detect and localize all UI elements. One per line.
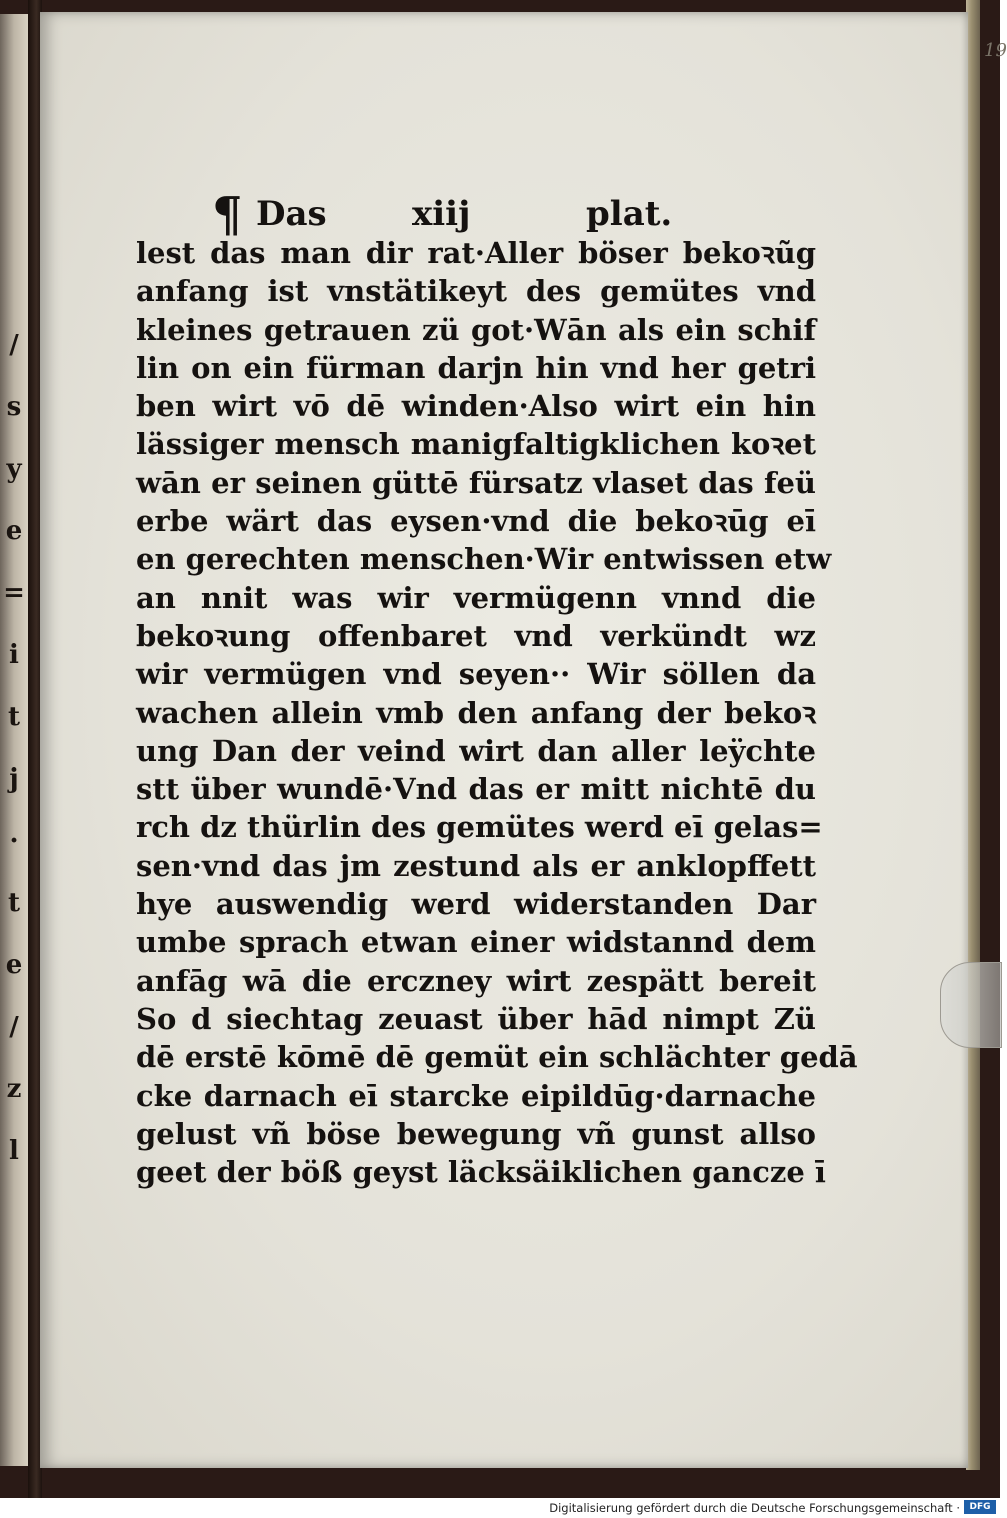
funding-credit: Digitalisierung gefördert durch die Deutsche Forschungsgemeinschaft ·	[549, 1501, 960, 1515]
pilcrow-mark: ¶	[212, 187, 243, 243]
text-line: kleines getrauen zü got·Wān als ein schif	[136, 312, 816, 347]
text-line: wān er seinen güttē fürsatz vlaset das feü	[136, 465, 816, 500]
facing-letter: =	[3, 578, 25, 608]
text-line: an nnit was wir vermügenn vnnd die	[136, 580, 816, 615]
text-line: geet der böß geyst läcksäiklichen gancze ī	[136, 1155, 826, 1190]
facing-letter: l	[9, 1136, 19, 1166]
folio-number: 19	[984, 40, 1007, 61]
text-line: ung Dan der veind wirt dan aller leÿchte	[136, 733, 816, 768]
running-header	[212, 187, 682, 243]
text-line: ben wirt vō dē winden·Also wirt ein hin	[136, 389, 816, 424]
text-block	[136, 234, 858, 1191]
text-line: stt über wundē·Vnd das er mitt nichtē du	[136, 772, 816, 807]
text-line: So d siechtag zeuast über hād nimpt Zü	[136, 1001, 816, 1036]
facing-letter: s	[6, 392, 22, 422]
facing-letter: t	[7, 702, 20, 732]
text-line: rch dz thürlin des gemütes werd eī gelas=	[136, 810, 823, 845]
text-line: lest das man dir rat·Aller böser bekoꝛũg	[136, 236, 816, 270]
text-line: wachen allein vmb den anfang der bekoꝛ	[136, 695, 816, 730]
text-line: cke darnach eī starcke eipildūg·darnache	[136, 1078, 816, 1113]
facing-letter: z	[6, 1074, 22, 1104]
text-line: anfang ist vnstätikeyt des gemütes vnd	[136, 274, 816, 309]
text-line: bekoꝛung offenbaret vnd verkündt wz	[136, 618, 816, 653]
header-word: plat.	[586, 194, 673, 234]
facing-letter: ·	[9, 826, 19, 856]
text-line: lässiger mensch manigfaltigklichen koꝛet	[136, 427, 816, 462]
facing-letter: i	[9, 640, 19, 670]
text-line: wir vermügen vnd seyen·· Wir söllen da	[136, 657, 816, 692]
text-line: lin on ein fürman darjn hin vnd her getri	[136, 350, 816, 385]
text-line: sen·vnd das jm zestund als er anklopffett	[136, 848, 816, 883]
text-line: umbe sprach etwan einer widstannd dem	[136, 925, 816, 960]
facing-letter: /	[9, 330, 19, 360]
facing-page-edge	[0, 14, 28, 1466]
facing-letter: e	[5, 950, 23, 980]
header-word: xiij	[412, 194, 471, 234]
book-page	[40, 12, 1007, 1468]
page-clip	[940, 962, 1002, 1048]
text-line: gelust vñ böse bewegung vñ gunst allso	[136, 1116, 816, 1151]
facing-letter: j	[9, 764, 19, 794]
facing-letter: t	[7, 888, 20, 918]
text-line: erbe wärt das eysen·vnd die bekoꝛūg eī	[136, 504, 816, 539]
text-line: dē erstē kōmē dē gemüt ein schlächter gedā	[136, 1040, 858, 1075]
dfg-logo: DFG	[964, 1500, 996, 1514]
page-block-edge	[966, 0, 980, 1470]
facing-letter: /	[9, 1012, 19, 1042]
facing-page-letters	[2, 314, 26, 1294]
text-line: hye auswendig werd widerstanden Dar	[136, 887, 816, 922]
facing-letter: y	[6, 454, 22, 484]
text-line: en gerechten menschen·Wir entwissen etw	[136, 542, 832, 577]
facing-letter: e	[5, 516, 23, 546]
text-line: anfāg wā die erczney wirt zespätt bereit	[136, 963, 816, 998]
header-word: Das	[256, 194, 327, 234]
footer-bar	[0, 1498, 1000, 1518]
